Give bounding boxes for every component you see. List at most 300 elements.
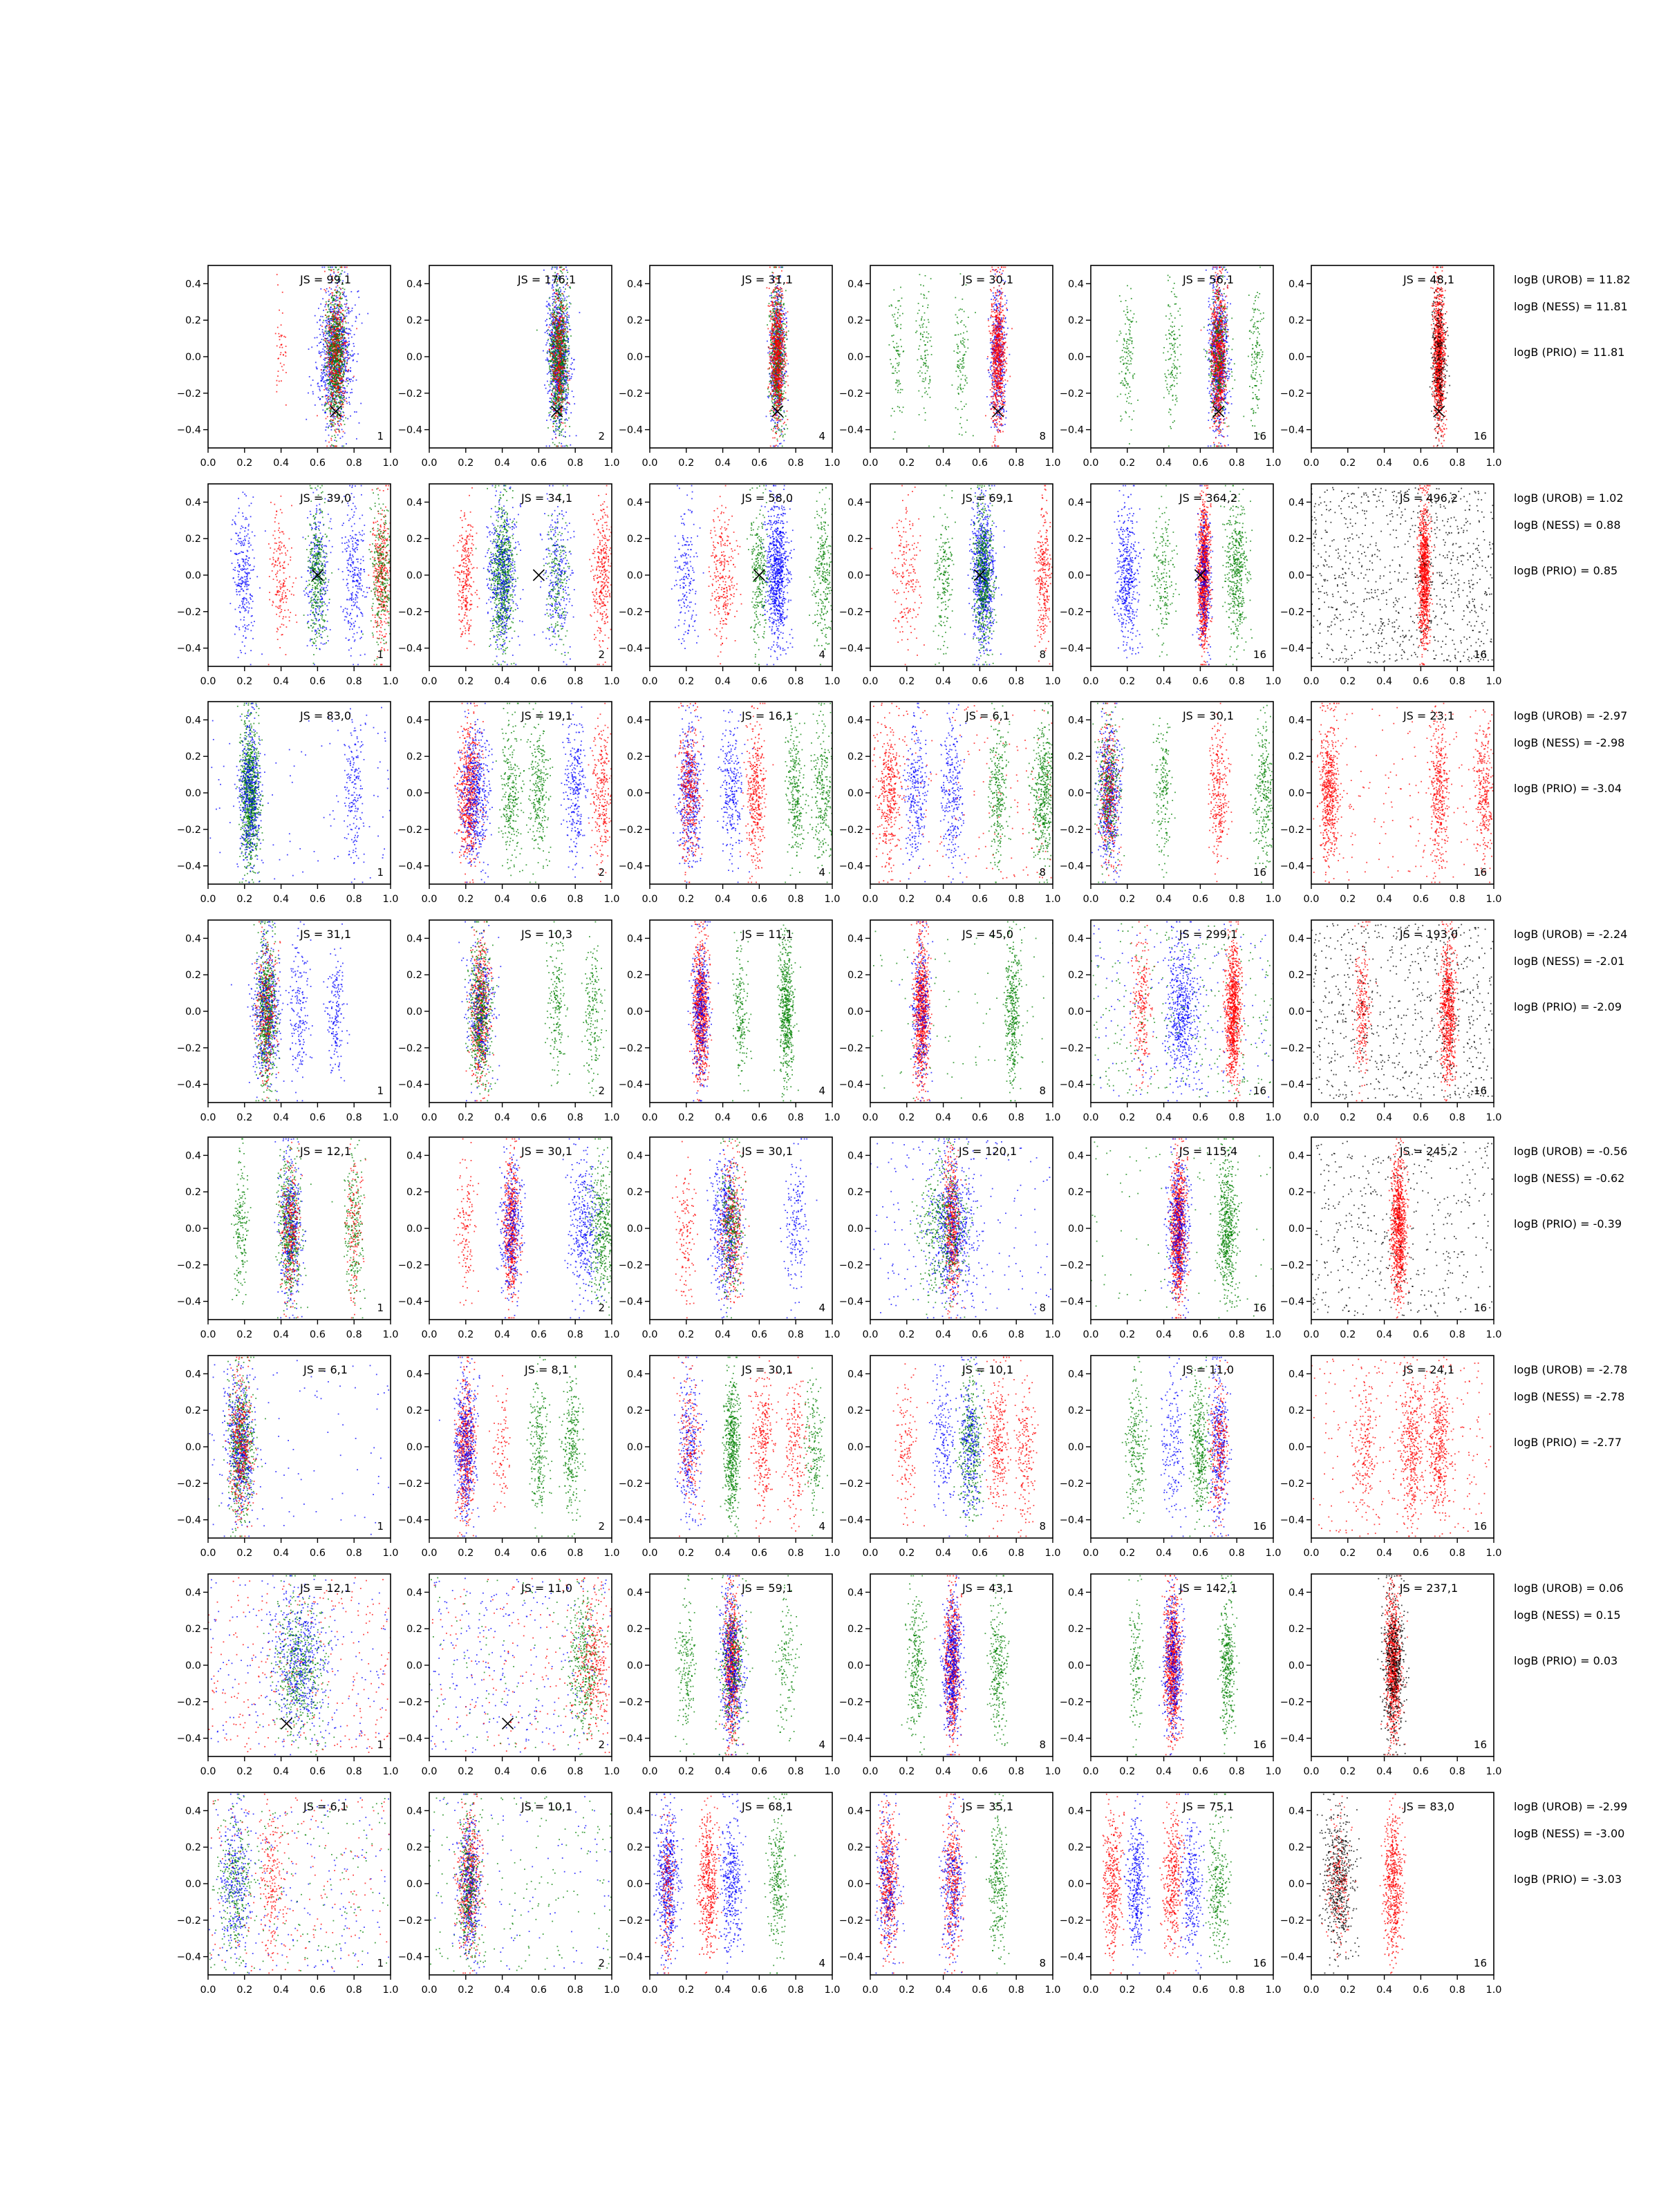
data-point [356,411,357,413]
data-point [350,367,351,368]
data-point [571,376,572,377]
data-point [327,375,328,376]
data-point [343,376,344,377]
data-point [566,270,568,271]
data-point [358,290,359,292]
data-point [325,403,326,404]
data-point [335,289,336,290]
data-point [335,315,336,316]
data-point [337,333,338,335]
data-point [554,404,555,406]
y-tick-label: −0.2 [177,388,201,400]
data-point [337,324,339,326]
data-point [553,423,554,424]
data-point [545,359,547,361]
data-point [569,375,570,377]
data-point [546,446,547,447]
data-point [339,294,341,295]
data-point [328,325,330,326]
data-point [342,436,344,438]
data-point [311,346,312,348]
data-point [545,388,547,389]
data-point [552,384,553,385]
data-point [333,418,335,419]
data-point [558,300,559,301]
data-point [563,301,565,302]
data-point [560,360,561,362]
data-point [565,352,566,353]
data-point [345,337,346,339]
data-point [561,429,563,431]
data-point [326,398,327,400]
data-point [557,307,559,308]
data-point [767,396,769,397]
data-point [550,361,552,362]
data-point [328,332,329,334]
data-point [343,359,344,360]
data-point [340,398,341,400]
data-point [564,398,565,400]
data-point [278,333,279,335]
data-point [554,355,555,357]
data-point [559,415,560,416]
data-point [325,382,326,384]
data-point [322,348,324,350]
data-point [341,394,342,395]
data-point [570,364,572,365]
data-point [331,382,332,383]
data-point [343,357,344,358]
data-point [344,415,345,416]
data-point [556,393,558,394]
data-point [564,387,565,388]
data-point [339,356,341,357]
data-point [552,353,553,354]
data-point [563,269,565,270]
data-point [325,346,326,348]
data-point [552,337,554,339]
data-point [559,367,561,368]
data-point [334,387,335,388]
data-point [560,294,561,295]
data-point [556,311,557,312]
data-point [335,301,337,302]
data-point [334,331,335,332]
data-point [565,267,567,268]
data-point [553,314,554,315]
data-point [337,387,339,388]
data-point [563,359,564,360]
data-point [550,381,551,382]
data-point [336,391,337,393]
data-point [344,399,346,400]
data-point [278,371,279,372]
data-point [321,373,323,375]
data-point [558,322,559,324]
data-point [326,371,327,372]
data-point [551,400,552,401]
data-point [560,424,561,425]
data-point [329,410,330,411]
data-point [561,343,562,344]
data-point [327,324,328,325]
data-point [346,366,347,368]
data-point [350,371,351,372]
data-point [561,446,562,447]
data-point [335,366,336,367]
x-tick-label: 0.2 [458,458,474,469]
data-point [342,351,344,353]
data-point [326,322,328,324]
data-point [319,388,320,390]
data-point [555,388,556,390]
data-point [558,397,559,399]
data-point [551,373,552,375]
data-point [556,367,558,368]
data-point [777,300,778,301]
data-point [285,404,287,406]
data-point [555,371,556,373]
data-point [323,336,324,337]
data-point [327,352,328,353]
data-point [309,376,310,377]
data-point [570,329,572,330]
data-point [568,315,570,317]
data-point [327,348,328,349]
data-point [570,444,571,446]
data-point [333,416,335,418]
data-point [568,296,570,297]
data-point [335,409,336,410]
data-point [322,316,324,317]
data-point [317,415,318,417]
data-point [332,267,333,268]
data-point [340,418,341,419]
data-point [340,396,341,397]
scatter-points [766,267,789,447]
data-point [781,298,782,299]
data-point [784,335,785,336]
data-point [342,310,344,311]
data-point [565,384,567,385]
data-point [332,341,334,343]
data-point [342,335,344,337]
data-point [337,434,339,435]
data-point [343,315,344,316]
data-point [341,355,342,356]
data-point [331,297,332,299]
data-point [567,367,568,368]
data-point [343,372,344,373]
data-point [559,350,561,352]
data-point [562,326,563,328]
data-point [547,330,549,331]
data-point [773,393,774,395]
data-point [563,422,564,424]
data-point [552,366,553,368]
data-point [568,373,570,374]
data-point [335,356,337,357]
point-cluster-red [275,274,287,406]
data-point [338,418,339,420]
data-point [341,270,343,272]
data-point [571,357,572,359]
data-point [354,411,355,413]
data-point [321,385,322,386]
data-point [340,423,341,424]
data-point [561,373,562,374]
data-point [550,419,552,420]
data-point [337,314,339,315]
data-point [339,359,341,361]
data-point [560,362,561,363]
data-point [339,354,341,355]
data-point [549,415,550,417]
data-point [337,321,339,322]
data-point [326,325,328,326]
data-point [341,306,343,307]
data-point [283,364,285,366]
data-point [339,319,340,321]
data-point [568,321,569,323]
data-point [335,379,336,380]
data-point [555,301,556,303]
data-point [353,346,355,347]
data-point [337,322,338,324]
data-point [551,375,552,377]
data-point [346,403,348,404]
data-point [332,324,334,326]
data-point [324,350,326,351]
data-point [567,358,568,359]
x-tick-label: 0.0 [200,458,216,469]
data-point [330,325,332,326]
data-point [555,323,556,324]
data-point [548,412,550,413]
data-point [552,303,554,304]
data-point [328,391,330,392]
data-point [559,431,561,432]
data-point [328,371,330,373]
data-point [339,348,341,350]
data-point [347,371,348,372]
data-point [350,291,352,292]
data-point [561,315,563,317]
data-point [556,430,557,431]
data-point [558,330,559,332]
data-point [341,308,342,310]
data-point [324,365,325,366]
data-point [563,339,565,341]
data-point [343,397,344,399]
data-point [326,446,328,447]
data-point [332,294,333,296]
data-point [338,406,339,408]
data-point [328,398,329,400]
data-point [345,321,346,322]
data-point [344,327,345,328]
data-point [334,344,335,346]
data-point [563,361,565,362]
data-point [332,359,333,361]
data-point [555,433,556,435]
data-point [336,406,337,407]
data-point [770,330,771,332]
data-point [334,382,335,383]
data-point [335,388,337,389]
data-point [325,429,326,431]
data-point [565,413,567,415]
data-point [346,341,347,342]
data-point [559,366,561,367]
data-point [342,376,344,377]
data-point [349,379,350,380]
data-point [551,382,552,383]
data-point [559,356,561,357]
data-point [326,316,328,317]
data-point [328,376,329,377]
data-point [567,382,568,384]
data-point [326,373,327,375]
data-point [321,351,323,353]
data-point [566,305,568,306]
data-point [329,388,330,389]
data-point [340,327,341,328]
data-point [556,328,557,329]
data-point [339,365,340,366]
data-point [340,341,341,343]
data-point [324,267,326,268]
data-point [339,343,340,344]
data-point [341,400,342,401]
data-point [281,324,282,326]
data-point [561,366,563,367]
data-point [276,384,278,386]
data-point [336,393,337,394]
data-point [333,326,335,328]
data-point [554,375,556,376]
data-point [326,309,327,310]
data-point [360,403,362,404]
data-point [782,293,783,294]
data-point [551,402,552,403]
data-point [561,328,563,329]
data-point [331,429,332,431]
data-point [344,316,346,317]
data-point [558,348,559,349]
data-point [339,400,341,402]
data-point [576,435,577,436]
data-point [285,372,287,373]
data-point [344,362,346,364]
data-point [555,401,556,402]
data-point [556,268,558,270]
data-point [770,315,771,317]
data-point [319,398,321,400]
data-point [557,358,559,359]
data-point [346,370,347,371]
data-point [328,319,330,320]
data-point [323,334,324,335]
data-point [329,320,330,321]
data-point [559,344,560,346]
data-point [767,353,769,354]
data-point [280,354,281,355]
data-point [350,355,352,357]
data-point [556,319,557,321]
data-point [555,337,556,339]
data-point [559,312,560,314]
data-point [569,326,570,327]
data-point [334,306,335,308]
data-point [341,378,343,379]
data-point [785,312,787,314]
data-point [348,313,350,315]
data-point [777,422,778,423]
data-point [317,322,318,324]
data-point [556,290,557,292]
data-point [322,329,324,330]
data-point [547,357,548,359]
data-point [551,268,552,270]
data-point [277,375,279,377]
data-point [342,324,344,325]
data-point [348,328,350,330]
data-point [337,291,338,292]
data-point [559,420,560,422]
data-point [326,317,328,319]
data-point [276,346,278,347]
data-point [348,308,350,309]
y-tick-label: 0.0 [185,352,201,363]
data-point [346,322,347,324]
data-point [336,429,337,430]
data-point [330,352,331,353]
data-point [548,303,550,304]
data-point [334,429,335,431]
data-point [559,292,561,293]
data-point [555,352,556,353]
data-point [550,345,552,346]
data-point [554,352,555,353]
data-point [339,392,340,393]
data-point [552,344,553,346]
data-point [337,326,338,327]
data-point [346,300,348,301]
data-point [346,312,348,314]
data-point [561,353,563,355]
data-point [771,384,773,385]
data-point [341,319,342,321]
data-point [328,347,330,348]
y-tick-label: 0.0 [406,352,422,363]
data-point [330,380,331,382]
data-point [782,310,784,312]
data-point [561,300,563,301]
data-point [327,416,328,418]
data-point [330,332,332,334]
data-point [333,391,335,392]
data-point [561,413,563,415]
data-point [355,304,356,306]
data-point [327,400,328,402]
data-point [561,391,563,393]
data-point [330,302,332,303]
data-point [337,376,338,377]
data-point [338,345,339,346]
data-point [345,368,346,370]
data-point [335,432,337,433]
